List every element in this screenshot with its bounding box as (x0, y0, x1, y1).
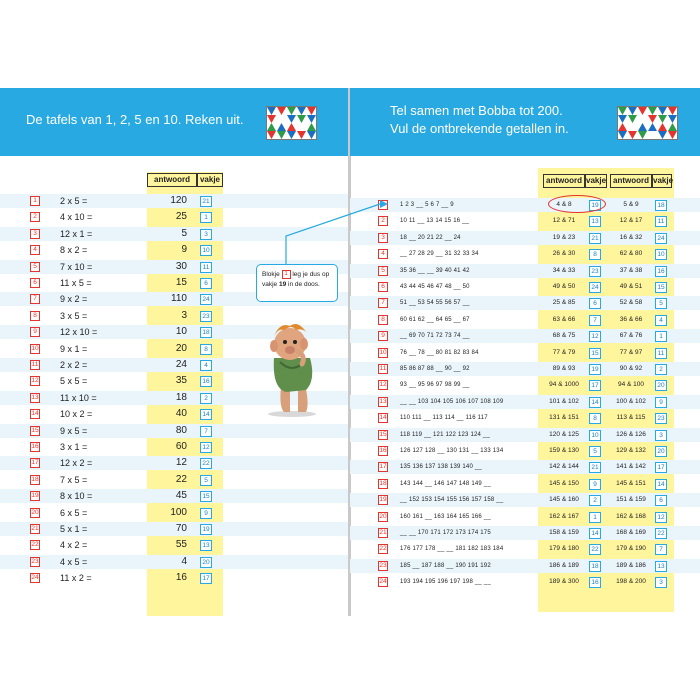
box-number[interactable]: 21 (589, 462, 601, 473)
row-number: 15 (379, 430, 387, 438)
number-sequence: 185 __ 187 188 __ 190 191 192 (400, 562, 491, 569)
box-number[interactable]: 13 (589, 216, 601, 227)
number-sequence: __ 152 153 154 155 156 157 158 __ (400, 497, 504, 504)
answer-pair: 145 & 151 (616, 479, 646, 487)
row-number: 20 (31, 508, 39, 516)
speech-text-end: in de doos. (288, 281, 320, 289)
box-number[interactable]: 10 (200, 245, 212, 256)
answer-pair: 189 & 300 (549, 578, 579, 586)
answer-pair: 158 & 159 (549, 529, 579, 536)
right-header-box-2: vakje (652, 174, 672, 188)
answer-pair: 34 & 33 (552, 266, 576, 274)
box-number[interactable]: 22 (589, 544, 601, 555)
exercise-expression: 7 x 5 = (60, 474, 88, 485)
box-number[interactable]: 15 (655, 282, 667, 293)
exercise-expression: 5 x 5 = (60, 376, 88, 387)
answer-pair: 145 & 160 (549, 496, 579, 504)
left-header-answer: antwoord (147, 173, 197, 187)
box-number[interactable]: 21 (200, 196, 212, 207)
row-number: 20 (379, 512, 387, 520)
row-number: 9 (30, 327, 40, 337)
answer-value: 9 (181, 244, 187, 256)
answer-value: 5 (181, 227, 187, 239)
box-number[interactable]: 22 (200, 458, 212, 469)
box-number[interactable]: 14 (655, 479, 667, 490)
box-number[interactable]: 11 (200, 262, 212, 273)
answer-pair: 198 & 200 (616, 578, 646, 586)
right-title-line-1: Tel samen met Bobba tot 200. (390, 103, 563, 118)
answer-pair: 179 & 180 (549, 545, 579, 553)
answer-pair: 77 & 97 (619, 348, 643, 356)
box-number[interactable]: 13 (655, 561, 667, 572)
row-number: 18 (379, 479, 387, 487)
answer-value: 25 (175, 211, 187, 223)
answer-pair: 186 & 189 (549, 561, 579, 569)
answer-value: 100 (170, 506, 187, 518)
row-number: 10 (31, 344, 39, 352)
number-sequence: __ 27 28 29 __ 31 32 33 34 (400, 251, 479, 258)
number-sequence: 51 __ 53 54 55 56 57 __ (400, 300, 470, 307)
answer-value: 80 (175, 424, 187, 436)
box-number[interactable]: 5 (200, 475, 212, 486)
answer-value: 22 (175, 473, 187, 485)
number-sequence: 1 2 3 __ 5 6 7 __ 9 (400, 202, 454, 208)
row-number: 6 (378, 282, 388, 292)
answer-pair: 126 & 126 (616, 430, 646, 438)
answer-pair: 142 & 144 (549, 463, 579, 471)
row-number: 17 (379, 463, 387, 471)
box-number[interactable]: 5 (655, 298, 667, 309)
answer-pair: 62 & 80 (619, 250, 643, 258)
row-number: 5 (378, 266, 388, 276)
answer-pair: 25 & 85 (552, 299, 576, 307)
box-number[interactable]: 24 (200, 294, 212, 305)
answer-pair: 90 & 92 (619, 365, 643, 372)
box-number[interactable]: 23 (655, 413, 667, 424)
box-number[interactable]: 23 (589, 266, 601, 277)
box-number[interactable]: 19 (589, 200, 601, 211)
box-number[interactable]: 3 (200, 229, 212, 240)
exercise-expression: 5 x 1 = (60, 524, 88, 534)
box-number[interactable]: 1 (200, 212, 212, 223)
box-number[interactable]: 20 (655, 446, 667, 457)
speech-block-number: 1 (282, 270, 291, 279)
answer-pair: 145 & 150 (549, 479, 579, 487)
answer-pair: 37 & 38 (619, 266, 643, 274)
exercise-expression: 9 x 5 = (60, 425, 88, 436)
box-number[interactable]: 7 (655, 544, 667, 555)
answer-pair: 49 & 50 (552, 283, 576, 290)
row-number: 9 (378, 331, 388, 341)
box-number[interactable]: 12 (200, 442, 212, 453)
box-number[interactable]: 2 (589, 495, 601, 506)
row-number: 3 (30, 229, 40, 239)
answer-pair: 189 & 186 (616, 561, 646, 569)
row-number: 2 (378, 216, 388, 226)
answer-pair: 5 & 9 (623, 201, 639, 208)
speech-bubble (256, 264, 338, 302)
right-header-answer-1: antwoord (543, 174, 585, 188)
row-number: 11 (31, 361, 39, 368)
box-number[interactable]: 2 (200, 393, 212, 404)
row-number: 21 (379, 529, 387, 536)
row-number: 13 (31, 393, 39, 401)
answer-pair: 19 & 23 (552, 233, 576, 241)
box-number[interactable]: 1 (655, 331, 667, 342)
box-number[interactable]: 14 (200, 409, 212, 420)
box-number[interactable]: 19 (589, 364, 601, 375)
exercise-expression: 9 x 1 = (60, 343, 88, 354)
number-sequence: 60 61 62 __ 64 65 __ 67 (400, 316, 470, 323)
number-sequence: 85 86 87 88 __ 90 __ 92 (400, 366, 470, 372)
number-sequence: 135 136 137 138 139 140 __ (400, 464, 482, 471)
box-number[interactable]: 24 (655, 233, 667, 244)
answer-value: 4 (181, 555, 187, 567)
number-sequence: 126 127 128 __ 130 131 __ 133 134 (400, 448, 504, 454)
row-number: 16 (31, 443, 39, 450)
answer-pair: 63 & 66 (552, 315, 576, 323)
answer-pair: 67 & 76 (619, 332, 643, 340)
box-number[interactable]: 17 (655, 462, 667, 473)
exercise-expression: 9 x 2 = (60, 294, 88, 305)
box-number[interactable]: 12 (655, 512, 667, 523)
number-sequence: 18 __ 20 21 22 __ 24 (400, 234, 461, 241)
speech-box-number: 19 (279, 281, 287, 289)
answer-pair: 101 & 102 (549, 397, 579, 405)
answer-value: 15 (175, 277, 187, 288)
answer-pair: 151 & 159 (616, 496, 646, 504)
exercise-expression: 3 x 5 = (60, 310, 88, 321)
exercise-expression: 7 x 10 = (60, 261, 93, 272)
box-number[interactable]: 18 (200, 327, 212, 338)
answer-pair: 77 & 79 (552, 348, 576, 356)
exercise-expression: 3 x 1 = (60, 442, 88, 452)
answer-pair: 36 & 66 (619, 315, 643, 323)
answer-value: 70 (175, 523, 187, 534)
answer-pair: 89 & 93 (552, 365, 576, 372)
answer-value: 20 (175, 342, 187, 354)
exercise-expression: 10 x 2 = (60, 409, 93, 420)
row-number: 23 (31, 557, 39, 565)
box-number[interactable]: 9 (655, 397, 667, 408)
row-number: 11 (379, 365, 387, 372)
box-number[interactable]: 8 (589, 413, 601, 424)
row-number: 7 (378, 298, 388, 308)
number-sequence: 118 119 __ 121 122 123 124 __ (400, 431, 490, 438)
box-number[interactable]: 14 (589, 528, 601, 539)
number-sequence: 93 __ 95 96 97 98 99 __ (400, 382, 470, 389)
box-number[interactable]: 19 (200, 524, 212, 535)
exercise-expression: 11 x 5 = (60, 278, 92, 288)
exercise-expression: 2 x 5 = (60, 196, 88, 206)
answer-pair: 162 & 168 (616, 512, 646, 520)
row-number: 12 (31, 377, 39, 385)
row-number: 19 (31, 492, 39, 500)
box-number[interactable]: 6 (655, 495, 667, 506)
answer-pair: 49 & 51 (619, 283, 643, 290)
exercise-expression: 2 x 2 = (60, 360, 88, 370)
box-number[interactable]: 4 (200, 360, 212, 371)
row-number: 10 (379, 348, 387, 356)
number-sequence: 160 161 __ 163 164 165 166 __ (400, 513, 491, 520)
box-number[interactable]: 15 (200, 491, 212, 502)
box-number[interactable]: 3 (655, 577, 667, 588)
answer-pair: 94 & 100 (617, 381, 645, 389)
answer-value: 110 (171, 293, 187, 305)
exercise-expression: 8 x 2 = (60, 245, 88, 256)
box-number[interactable]: 20 (200, 557, 212, 568)
box-number[interactable]: 11 (655, 348, 667, 359)
box-number[interactable]: 15 (589, 348, 601, 359)
left-banner-title: De tafels van 1, 2, 5 en 10. Reken uit. (26, 112, 244, 127)
row-number: 21 (31, 525, 39, 532)
box-number[interactable]: 8 (200, 344, 212, 355)
exercise-expression: 4 x 2 = (60, 540, 88, 551)
speech-text-after: leg je dus op vakje (262, 271, 330, 289)
row-number: 15 (31, 426, 39, 434)
row-number: 2 (30, 212, 40, 222)
left-header-box: vakje (197, 173, 223, 187)
box-number[interactable]: 9 (200, 508, 212, 519)
box-number[interactable]: 9 (589, 479, 601, 490)
answer-value: 120 (170, 195, 187, 206)
answer-pair: 129 & 132 (616, 447, 646, 454)
number-sequence: __ 69 70 71 72 73 74 __ (400, 333, 470, 340)
answer-pair: 16 & 32 (619, 233, 643, 241)
row-number: 4 (30, 245, 40, 255)
answer-value: 10 (175, 326, 187, 338)
answer-value: 55 (175, 539, 187, 551)
box-number[interactable]: 10 (589, 430, 601, 441)
box-number[interactable]: 7 (589, 315, 601, 326)
number-sequence: __ __ 170 171 172 173 174 175 (400, 530, 491, 536)
row-number: 3 (378, 233, 388, 243)
number-sequence: 43 44 45 46 47 48 __ 50 (400, 284, 470, 290)
row-number: 18 (31, 475, 39, 483)
answer-value: 40 (175, 408, 187, 420)
answer-pair: 159 & 130 (549, 447, 579, 454)
exercise-expression: 6 x 5 = (60, 507, 88, 518)
box-number[interactable]: 2 (655, 364, 667, 375)
row-number: 17 (31, 459, 39, 467)
box-number[interactable]: 18 (655, 200, 667, 211)
row-number: 22 (31, 541, 39, 549)
answer-pair: 12 & 71 (552, 217, 576, 225)
box-number[interactable]: 1 (589, 512, 601, 523)
number-sequence: 143 144 __ 146 147 148 149 __ (400, 480, 491, 487)
row-number: 24 (31, 574, 39, 582)
box-number[interactable]: 8 (589, 249, 601, 260)
row-number: 12 (379, 381, 387, 389)
box-number[interactable]: 14 (589, 397, 601, 408)
answer-value: 18 (175, 391, 187, 403)
box-number[interactable]: 12 (589, 331, 601, 342)
number-sequence: __ __ 103 104 105 106 107 108 109 (400, 398, 504, 405)
row-number: 8 (378, 315, 388, 325)
answer-value: 35 (175, 375, 187, 387)
box-number[interactable]: 23 (200, 311, 212, 322)
row-number: 1 (30, 196, 40, 206)
box-number[interactable]: 18 (589, 561, 601, 572)
exercise-expression: 8 x 10 = (60, 491, 93, 502)
row-number: 4 (378, 249, 388, 259)
answer-pair: 162 & 167 (549, 512, 579, 520)
speech-text-before: Blokje (262, 271, 280, 279)
answer-value: 24 (175, 359, 187, 370)
answer-pair: 4 & 8 (556, 201, 572, 208)
answer-pair: 26 & 30 (552, 250, 576, 258)
row-number: 16 (379, 447, 387, 454)
box-number[interactable]: 21 (589, 233, 601, 244)
answer-pair: 131 & 151 (549, 414, 579, 422)
answer-pair: 12 & 17 (619, 217, 643, 225)
answer-value: 45 (175, 490, 187, 502)
answer-value: 3 (181, 309, 187, 321)
exercise-expression: 12 x 2 = (60, 458, 93, 469)
answer-pair: 68 & 75 (552, 332, 576, 340)
exercise-expression: 4 x 10 = (60, 212, 93, 223)
answer-value: 16 (175, 572, 187, 584)
row-number: 24 (379, 578, 387, 586)
answer-pair: 52 & 58 (619, 299, 643, 307)
box-number[interactable]: 3 (655, 430, 667, 441)
exercise-expression: 11 x 10 = (60, 392, 97, 403)
bobba-character-illustration (254, 318, 332, 418)
row-number: 14 (379, 414, 387, 422)
answer-value: 12 (175, 457, 187, 469)
box-number[interactable]: 17 (589, 380, 601, 391)
number-sequence: 193 194 195 196 197 198 __ __ (400, 579, 491, 586)
row-number: 22 (379, 545, 387, 553)
box-number[interactable]: 16 (589, 577, 601, 588)
box-number[interactable]: 17 (200, 573, 212, 584)
answer-pair: 94 & 1000 (549, 381, 579, 389)
box-number[interactable]: 16 (200, 376, 212, 387)
box-number[interactable]: 13 (200, 540, 212, 551)
answer-pair: 141 & 142 (616, 463, 646, 471)
answer-pair: 100 & 102 (616, 397, 646, 405)
box-number[interactable]: 16 (655, 266, 667, 277)
row-number: 5 (30, 262, 40, 272)
exercise-expression: 12 x 10 = (60, 327, 98, 338)
box-number[interactable]: 24 (589, 282, 601, 293)
number-sequence: 110 111 __ 113 114 __ 116 117 (400, 415, 488, 422)
right-header-answer-2: antwoord (610, 174, 652, 188)
row-number: 8 (30, 311, 40, 321)
number-sequence: 76 __ 78 __ 80 81 82 83 84 (400, 349, 479, 356)
box-number[interactable]: 6 (200, 278, 212, 289)
answer-value: 60 (175, 441, 187, 452)
right-title-line-2: Vul de ontbrekende getallen in. (390, 121, 569, 136)
number-sequence: 10 11 __ 13 14 15 16 __ (400, 218, 470, 225)
exercise-expression: 12 x 1 = (60, 228, 93, 239)
answer-pair: 168 & 169 (616, 529, 646, 536)
answer-pair: 179 & 190 (616, 545, 646, 553)
row-number: 14 (31, 410, 39, 418)
box-number[interactable]: 4 (655, 315, 667, 326)
right-header-box-1: vakje (585, 174, 607, 188)
row-number: 6 (30, 278, 40, 288)
row-number: 7 (30, 294, 40, 304)
exercise-expression: 4 x 5 = (60, 556, 88, 567)
box-number[interactable]: 7 (200, 426, 212, 437)
number-sequence: 176 177 178 __ __ 181 182 183 184 (400, 546, 504, 553)
answer-pair: 113 & 115 (616, 414, 646, 422)
row-number: 13 (379, 397, 387, 405)
box-number[interactable]: 20 (655, 380, 667, 391)
box-number[interactable]: 10 (655, 249, 667, 260)
answer-pair: 120 & 125 (549, 430, 579, 438)
answer-value: 30 (175, 260, 187, 272)
box-number[interactable]: 5 (589, 446, 601, 457)
box-number[interactable]: 6 (589, 298, 601, 309)
exercise-expression: 11 x 2 = (60, 573, 92, 584)
box-number[interactable]: 11 (655, 216, 667, 227)
number-sequence: 35 36 __ __ 39 40 41 42 (400, 267, 470, 274)
row-number: 23 (379, 561, 387, 569)
box-number[interactable]: 22 (655, 528, 667, 539)
row-number: 19 (379, 496, 387, 504)
